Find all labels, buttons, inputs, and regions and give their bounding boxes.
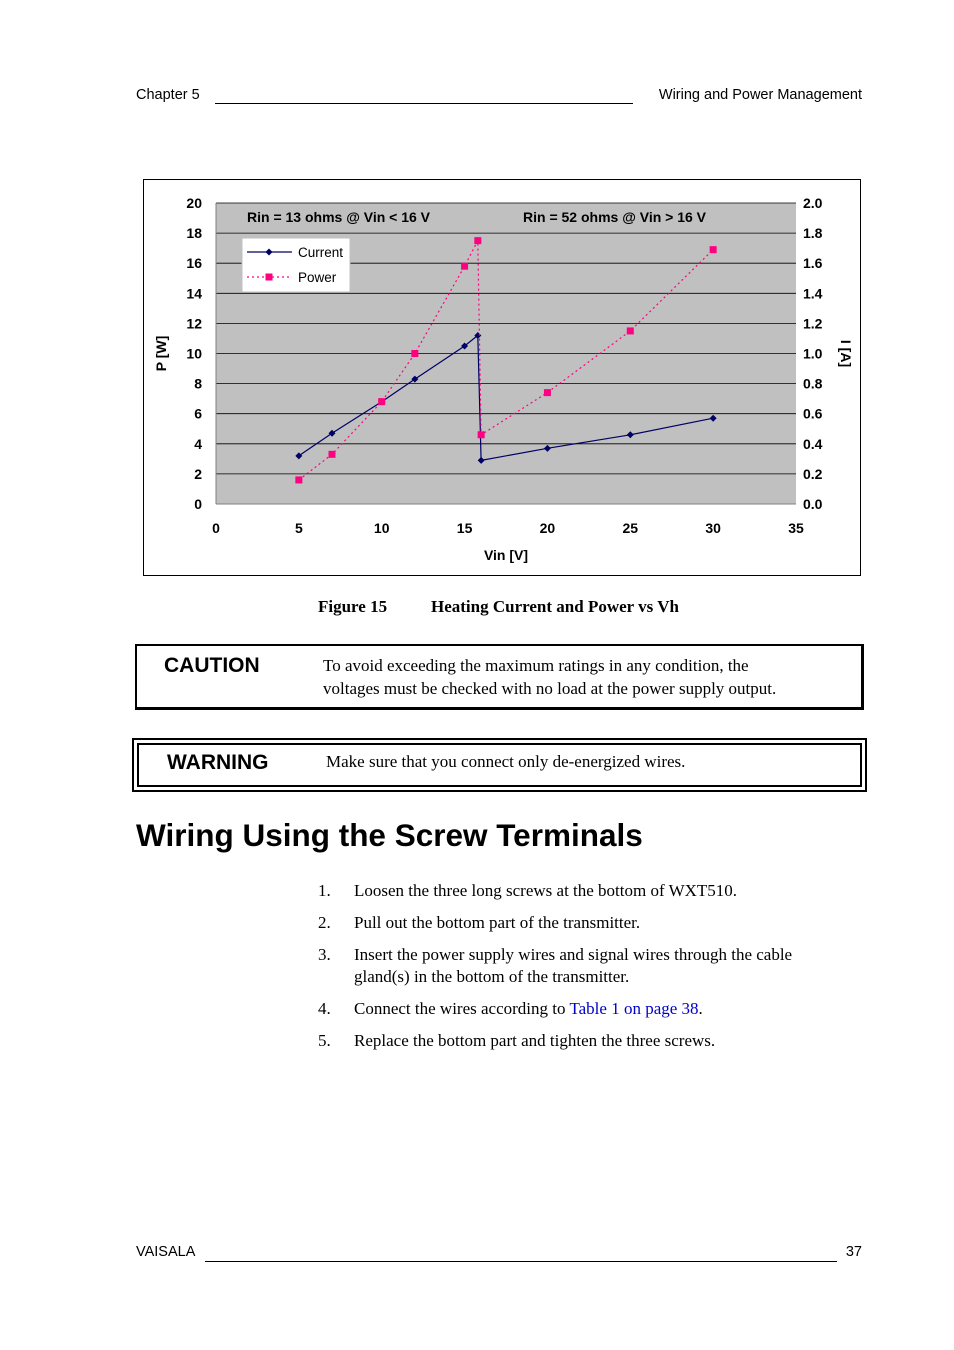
- heating-chart: [144, 180, 860, 575]
- y-tick-label: 20: [186, 195, 202, 211]
- step-text: Replace the bottom part and tighten the three screws.: [354, 1031, 716, 1050]
- header-section: Wiring and Power Management: [658, 87, 862, 103]
- section-heading: Wiring Using the Screw Terminals: [136, 817, 643, 853]
- step-text: Pull out the bottom part of the transmitter.: [354, 913, 641, 932]
- data-point-power: [461, 263, 468, 270]
- warning-text: Make sure that you connect only de-energized wires.: [326, 752, 686, 771]
- figure-title: Heating Current and Power vs Vh: [431, 597, 679, 616]
- data-point-power: [474, 237, 481, 244]
- step-text: Connect the wires according to: [354, 999, 570, 1018]
- y-tick-label: 6: [194, 405, 202, 422]
- x-tick-label: 30: [705, 520, 721, 536]
- y2-tick-label: 0.6: [803, 405, 823, 422]
- data-point-power: [478, 431, 485, 438]
- warning-box: [132, 738, 867, 792]
- x-axis-label: Vin [V]: [483, 547, 529, 563]
- y2-tick-label: 1.6: [803, 255, 823, 272]
- x-tick-label: 35: [788, 520, 804, 536]
- step-number: 1.: [318, 881, 331, 900]
- step-number: 3.: [318, 945, 331, 964]
- x-tick-label: 10: [373, 520, 390, 536]
- step-text-line-1: Insert the power supply wires and signal wires through the cable: [354, 945, 793, 964]
- y2-tick-label: 1.2: [803, 315, 823, 332]
- y2-tick-label: 0.8: [803, 375, 823, 392]
- warning-label: WARNING: [167, 751, 269, 774]
- figure-number: Figure 15: [318, 597, 388, 616]
- steps-list: [318, 880, 868, 1062]
- step-text-line-2: gland(s) in the bottom of the transmitter.: [354, 967, 630, 986]
- data-point-power: [627, 327, 634, 334]
- annotation-high-voltage: Rin = 52 ohms @ Vin > 16 V: [523, 209, 707, 225]
- x-tick-label: 0: [212, 520, 220, 536]
- y2-tick-label: 0.4: [803, 435, 823, 452]
- y-tick-label: 12: [186, 315, 202, 332]
- list-item: [318, 944, 868, 988]
- step-text: Loosen the three long screws at the bottom of WXT510.: [354, 881, 738, 900]
- data-point-power: [295, 476, 302, 483]
- data-point-power: [378, 398, 385, 405]
- y-tick-label: 16: [186, 255, 202, 272]
- x-tick-label: 25: [622, 520, 639, 536]
- y-axis-label: P [W]: [153, 335, 169, 372]
- legend-label-current: Current: [298, 245, 344, 260]
- chart-frame: [143, 179, 861, 576]
- warning-inner-box: [137, 743, 862, 787]
- table-link[interactable]: Table 1 on page 38: [569, 999, 699, 1018]
- y2-tick-label: 1.0: [803, 345, 823, 362]
- y-tick-label: 2: [194, 465, 202, 482]
- x-tick-label: 15: [456, 520, 473, 536]
- data-point-power: [411, 350, 418, 357]
- legend-marker-power: [266, 274, 273, 281]
- list-item: [318, 998, 868, 1020]
- y2-tick-label: 0.2: [803, 465, 823, 482]
- step-number: 5.: [318, 1031, 331, 1050]
- caution-line-1: To avoid exceeding the maximum ratings in any condition, the: [323, 656, 749, 675]
- step-number: 2.: [318, 913, 331, 932]
- header-rule: [215, 103, 633, 104]
- y2-tick-label: 1.4: [803, 285, 823, 302]
- y-tick-label: 0: [194, 496, 202, 512]
- data-point-power: [710, 246, 717, 253]
- list-item: [318, 1030, 868, 1052]
- legend-label-power: Power: [298, 270, 337, 285]
- footer-page-number: 37: [845, 1244, 862, 1260]
- footer-company: VAISALA: [136, 1244, 196, 1260]
- annotation-low-voltage: Rin = 13 ohms @ Vin < 16 V: [247, 209, 431, 225]
- y2-tick-label: 0.0: [803, 496, 823, 512]
- y-tick-label: 14: [186, 285, 202, 302]
- data-point-power: [544, 389, 551, 396]
- y2-axis-label: I [A]: [838, 339, 854, 368]
- caution-label: CAUTION: [164, 654, 260, 677]
- x-tick-label: 20: [539, 520, 556, 536]
- step-text-end: .: [698, 999, 703, 1018]
- footer-rule: [205, 1261, 837, 1262]
- list-item: [318, 912, 868, 934]
- y-tick-label: 10: [186, 345, 202, 362]
- y2-tick-label: 2.0: [803, 195, 823, 211]
- y-tick-label: 4: [194, 435, 202, 452]
- y2-tick-label: 1.8: [803, 225, 823, 242]
- y-tick-label: 8: [194, 375, 202, 392]
- caution-text: [323, 654, 853, 700]
- data-point-power: [329, 451, 336, 458]
- caution-line-2: voltages must be checked with no load at the power supply output.: [323, 679, 777, 698]
- list-item: [318, 880, 868, 902]
- step-number: 4.: [318, 999, 331, 1018]
- header-chapter: Chapter 5: [136, 87, 200, 103]
- x-tick-label: 5: [294, 520, 303, 536]
- y-tick-label: 18: [186, 225, 202, 242]
- caution-box: [135, 644, 864, 710]
